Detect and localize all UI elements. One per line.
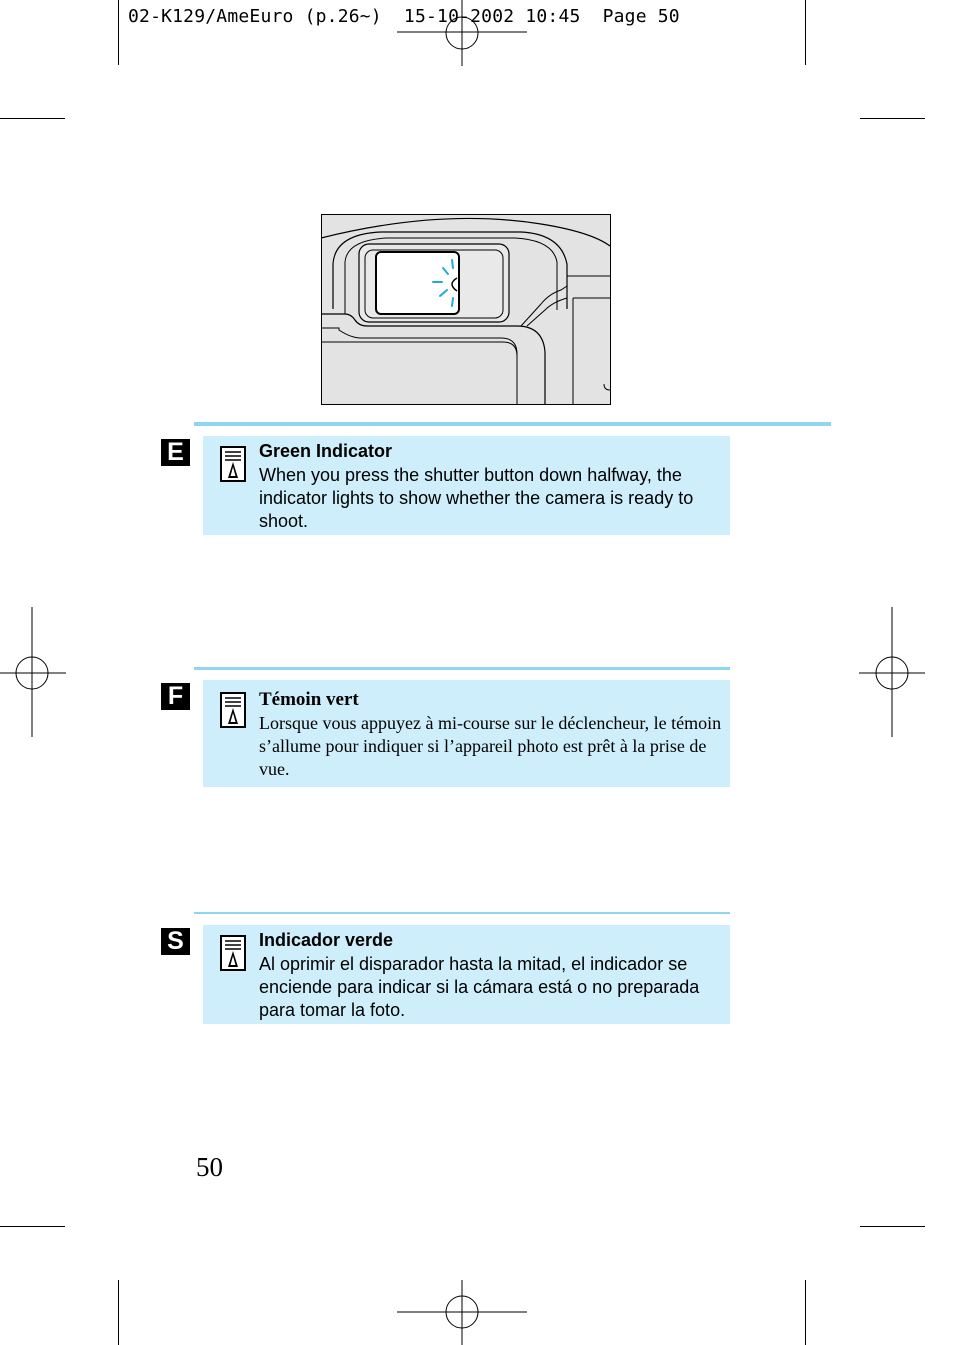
memo-icon (220, 446, 246, 482)
language-badge-spanish: S (161, 928, 190, 955)
note-body: Lorsque vous appuyez à mi-course sur le déclencheur, le témoin s’allume pour indiquer si l’appareil photo est prêt à la prise de vue. (259, 713, 722, 779)
language-badge-english: E (161, 439, 190, 466)
registration-mark-icon (397, 0, 527, 66)
note-box-spanish (203, 925, 730, 1024)
note-title: Green Indicator (259, 441, 393, 461)
note-body: When you press the shutter button down halfway, the indicator lights to show whether the camera is ready to shoot. (259, 465, 694, 531)
section-divider-english (194, 422, 831, 426)
language-badge-french: F (161, 683, 190, 710)
section-divider-french (194, 667, 730, 670)
registration-mark-icon (859, 607, 925, 737)
camera-viewfinder-illustration (321, 214, 611, 405)
note-title: Indicador verde (259, 930, 394, 950)
page-number: 50 (196, 1152, 223, 1182)
note-box-french (203, 680, 730, 787)
section-divider-spanish (194, 912, 730, 914)
memo-icon (220, 935, 246, 971)
registration-mark-icon (397, 1280, 527, 1345)
note-body: Al oprimir el disparador hasta la mitad, el indicador se enciende para indicar si la cámara está o no preparada para tomar la foto. (259, 954, 700, 1020)
memo-icon (220, 692, 246, 728)
registration-mark-icon (0, 607, 66, 737)
note-box-english (203, 436, 730, 535)
print-header: 02-K129/AmeEuro (p.26~) 15-10-2002 10:45 Page 50 (128, 6, 680, 27)
note-title: Témoin vert (259, 689, 359, 710)
